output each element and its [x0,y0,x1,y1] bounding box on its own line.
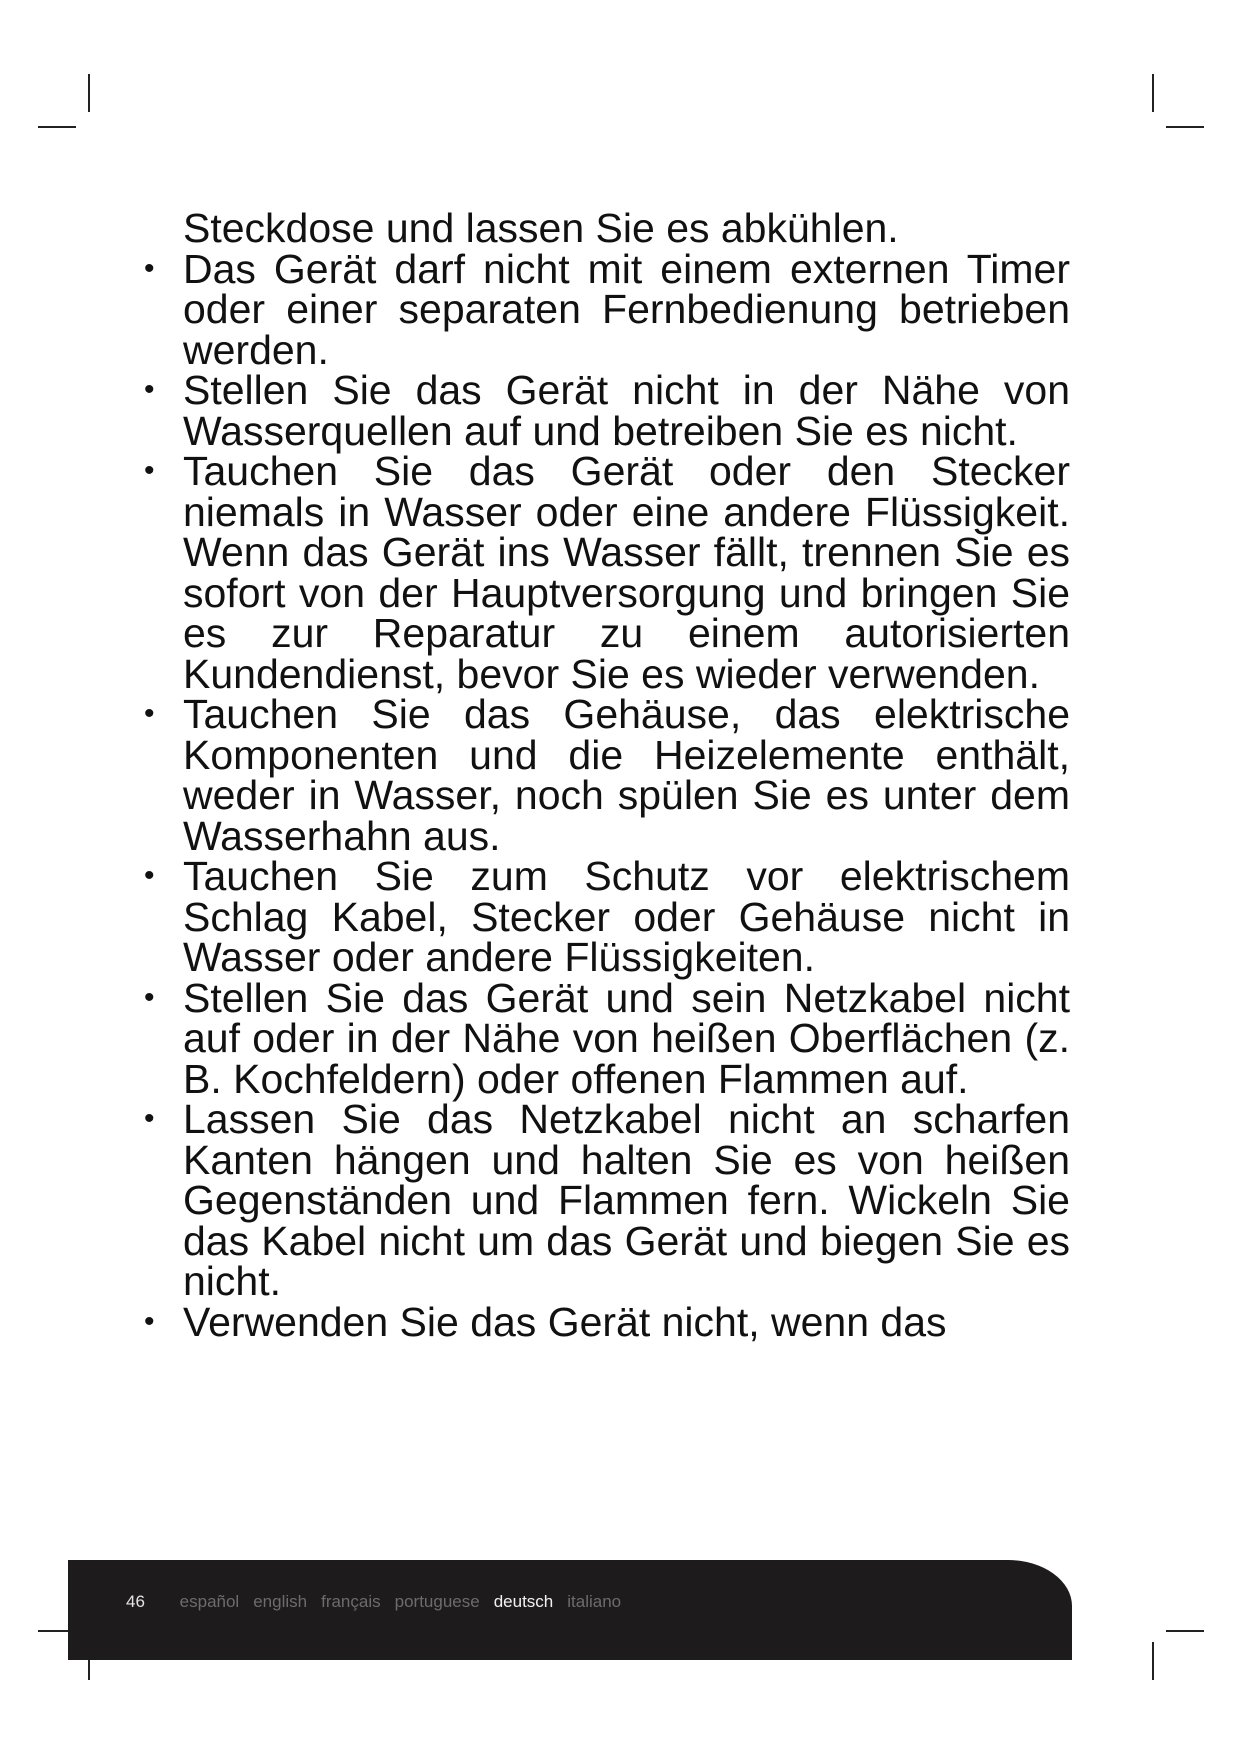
bullet-item [140,245,1070,373]
bullet-item [140,1096,1070,1304]
bullet-icon: • [144,980,155,1014]
bullet-item [140,367,1070,454]
language-link-5[interactable]: italiano [567,1592,622,1611]
bullet-icon: • [144,697,155,730]
bullet-item [140,974,1070,1102]
crop-mark-top-left-h [38,126,76,128]
bullet-icon: • [144,373,155,406]
continuation-text: Steckdose und lassen Sie es abkühlen. [183,205,899,251]
bullet-item [140,853,1070,980]
language-link-2[interactable]: français [321,1592,381,1611]
page-number: 46 [126,1592,145,1611]
bullet-text: Lassen Sie das Netzkabel nicht an scharfen Kanten hängen und halten Sie es von heißen Gegenständen und Flammen fern. Wickeln Sie das Kabel nicht um das Gerät und biegen Sie es nicht. [183,1096,1070,1304]
bullet-icon: • [144,1304,155,1338]
language-bar [126,1592,635,1612]
bullet-text: Tauchen Sie das Gehäuse, das elektrische Komponenten und die Heizelemente enthält, weder in Wasser, noch spülen Sie es unter dem Wasserhahn aus. [183,691,1070,859]
language-link-4[interactable]: deutsch [493,1592,554,1611]
bullet-text: Stellen Sie das Gerät nicht in der Nähe von Wasserquellen auf und betreiben Sie es nicht. [183,367,1070,454]
crop-mark-top-right-v [1152,74,1154,112]
language-link-3[interactable]: portuguese [394,1592,480,1611]
language-link-1[interactable]: english [253,1592,308,1611]
bullet-icon: • [144,1102,155,1135]
bullet-text: Stellen Sie das Gerät und sein Netzkabel nicht auf oder in der Nähe von heißen Oberflächen (z. B. Kochfeldern) oder offenen Flammen auf. [183,974,1070,1102]
crop-mark-bottom-right-v [1152,1642,1154,1680]
crop-mark-bottom-right-h [1166,1630,1204,1632]
bullet-item [140,448,1070,697]
bullet-list [140,245,1070,1345]
bullet-text: Tauchen Sie zum Schutz vor elektrischem Schlag Kabel, Stecker oder Gehäuse nicht in Wasser oder andere Flüssigkeiten. [183,853,1070,980]
footer-bar [68,1560,1072,1660]
bullet-text: Das Gerät darf nicht mit einem externen Timer oder einer separaten Fernbedienung betrieben werden. [183,245,1070,373]
safety-instructions [140,205,1070,1345]
bullet-icon: • [144,251,155,285]
crop-mark-top-left-v [88,74,90,112]
language-link-0[interactable]: español [179,1592,240,1611]
bullet-item [140,1298,1070,1345]
bullet-icon: • [144,454,155,487]
bullet-icon: • [144,859,155,892]
bullet-text: Verwenden Sie das Gerät nicht, wenn das [183,1298,947,1345]
crop-mark-top-right-h [1166,126,1204,128]
bullet-text: Tauchen Sie das Gerät oder den Stecker niemals in Wasser oder eine andere Flüssigkeit. Wenn das Gerät ins Wasser fällt, trennen Sie es sofort von der Hauptversorgung und bringen Sie es zur Reparatur zu einem autorisierten Kundendienst, bevor Sie es wieder verwenden. [183,448,1070,697]
bullet-item [140,691,1070,859]
